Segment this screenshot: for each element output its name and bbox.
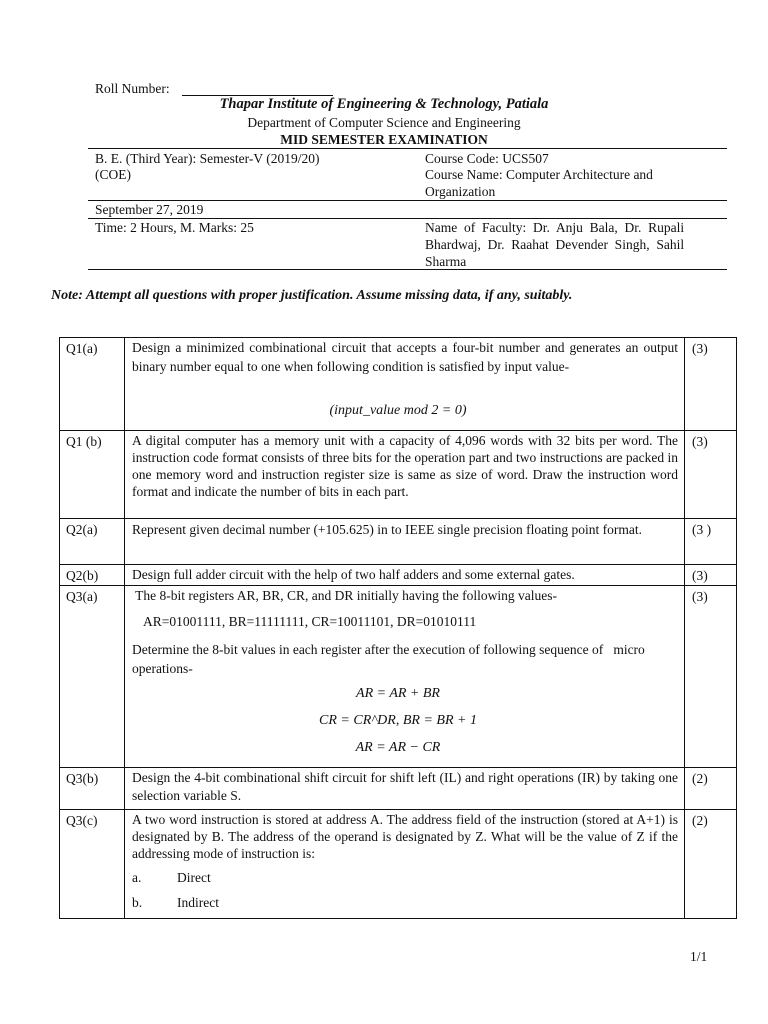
micro-operation-equation: AR = AR + BR [356, 686, 440, 701]
question-text: Design full adder circuit with the help of two half adders and some external gates. [132, 567, 575, 582]
table-row [59, 809, 737, 920]
department-name: Department of Computer Science and Engineering [247, 115, 521, 130]
table-row [59, 767, 737, 810]
course-name-line-1: Course Name: Computer Architecture and [425, 167, 653, 182]
course-code: Course Code: UCS507 [425, 151, 549, 166]
program-info: B. E. (Third Year): Semester-V (2019/20) [95, 151, 320, 166]
question-number: Q1(a) [66, 341, 98, 356]
question-number: Q3(a) [66, 589, 98, 604]
question-marks: (3) [692, 434, 708, 449]
faculty-line-3: Sharma [425, 254, 467, 269]
question-number: Q3(c) [66, 813, 98, 828]
question-number: Q3(b) [66, 771, 99, 786]
table-row [59, 430, 737, 519]
option-text: Direct [177, 870, 211, 885]
question-number: Q2(b) [66, 568, 99, 583]
faculty-line-2: Bhardwaj, Dr. Raahat Devender Singh, Sahil [425, 237, 685, 252]
option-text: Indirect [177, 895, 219, 910]
exam-note: Note: Attempt all questions with proper justification. Assume missing data, if any, suitably. [51, 288, 573, 303]
table-row [59, 337, 737, 430]
question-marks: (3) [692, 341, 708, 356]
question-equation: (input_value mod 2 = 0) [329, 403, 467, 418]
register-values: AR=01001111, BR=11111111, CR=10011101, DR=01010111 [143, 614, 477, 629]
option-label: b. [132, 895, 143, 910]
table-row [59, 518, 737, 565]
exam-date: September 27, 2019 [95, 202, 204, 217]
micro-operation-equation: CR = CR^DR, BR = BR + 1 [319, 713, 477, 728]
question-marks: (2) [692, 771, 708, 786]
table-row [59, 585, 737, 768]
question-marks: (3 ) [692, 522, 712, 537]
question-marks: (3) [692, 589, 708, 604]
table-row [59, 564, 737, 586]
faculty-line-1: Name of Faculty: Dr. Anju Bala, Dr. Rupali [425, 220, 685, 235]
question-number: Q1 (b) [66, 434, 102, 449]
question-text: A digital computer has a memory unit with a capacity of 4,096 words with 32 bits per word. The instruction code format consists of three bits for the operation part and two instructions are packed in one memory word and instruction register size is same as size of word. Draw the instruction word format and indicate the number of bits in each part. [132, 433, 678, 499]
micro-operation-equation: AR = AR − CR [355, 740, 441, 755]
option-label: a. [132, 870, 142, 885]
question-text: The 8-bit registers AR, BR, CR, and DR initially having the following values- [132, 588, 557, 603]
question-number: Q2(a) [66, 522, 98, 537]
course-name-line-2: Organization [425, 184, 496, 199]
institute-name: Thapar Institute of Engineering & Technology, Patiala [219, 96, 549, 112]
header-rule [88, 148, 727, 149]
time-and-marks: Time: 2 Hours, M. Marks: 25 [95, 220, 254, 235]
branch-info: (COE) [95, 167, 131, 182]
question-text: Determine the 8-bit values in each register after the execution of following sequence of micro operations- [132, 642, 649, 676]
question-text: Represent given decimal number (+105.625) in to IEEE single precision floating point format. [132, 522, 642, 537]
roll-number-label: Roll Number: [95, 81, 170, 96]
question-text: A two word instruction is stored at address A. The address field of the instruction (stored at A+1) is designated by B. The address of the operand is designated by Z. What will be the value of Z if the addressing mode of instruction is: [132, 812, 678, 861]
questions-table [59, 337, 737, 919]
page-number: 1/1 [690, 949, 708, 964]
question-text: Design the 4-bit combinational shift circuit for shift left (IL) and right operations (IR) by taking one selection variable S. [132, 770, 678, 803]
header-rule [88, 269, 727, 270]
question-marks: (2) [692, 813, 708, 828]
question-text: Design a minimized combinational circuit that accepts a four-bit number and generates an output binary number equal to one when following condition is satisfied by input value- [132, 340, 678, 374]
question-marks: (3) [692, 568, 708, 583]
exam-title: MID SEMESTER EXAMINATION [280, 132, 488, 147]
